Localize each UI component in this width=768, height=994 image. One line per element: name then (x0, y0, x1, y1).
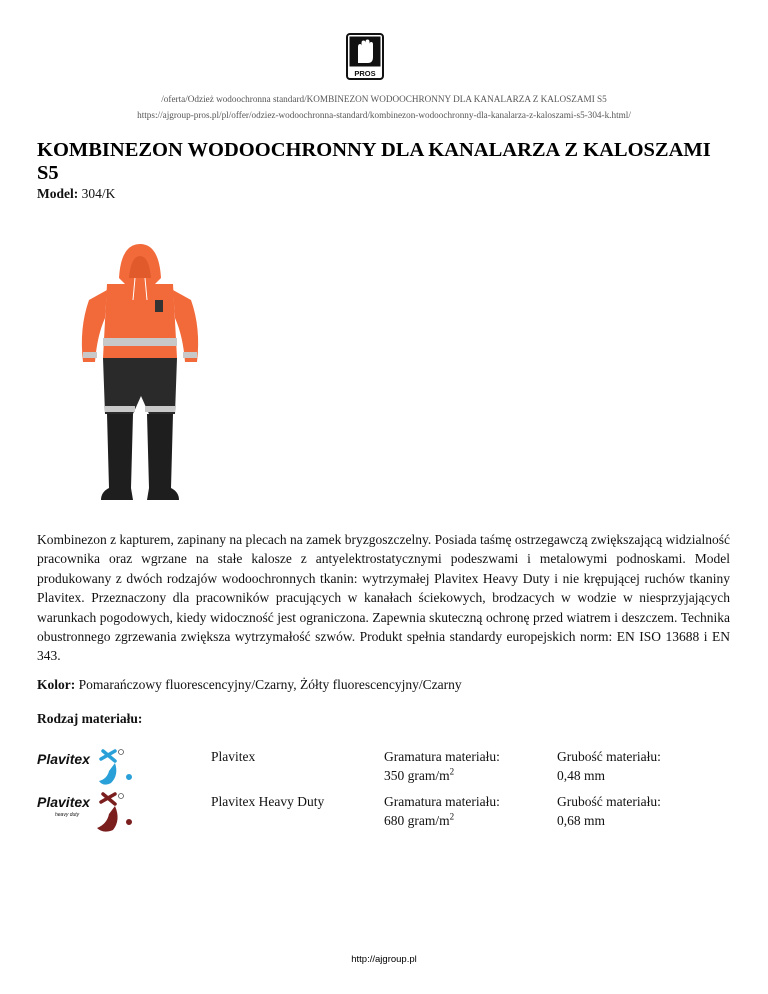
model-line (37, 186, 115, 202)
logo-text: PROS (354, 69, 376, 78)
grubosc-value: 0,48 mm (557, 768, 606, 783)
material-name: Plavitex (211, 749, 256, 764)
model-value: 304/K (81, 186, 116, 201)
gramatura-value: 680 gram/m (384, 813, 450, 828)
grubosc-cell (557, 747, 661, 785)
color-value: Pomarańczowy fluorescencyjny/Czarny, Żółty fluorescencyjny/Czarny (78, 677, 462, 692)
gramatura-label: Gramatura materiału: (384, 749, 500, 764)
grubosc-cell (557, 792, 661, 830)
materials-heading: Rodzaj materiału: (37, 711, 143, 726)
logo-wordmark: Plavitex (37, 794, 90, 810)
material-name: Plavitex Heavy Duty (211, 794, 325, 809)
material-row (37, 747, 737, 793)
gramatura-value-line (384, 766, 500, 785)
color-label: Kolor: (37, 677, 76, 692)
gramatura-cell (384, 792, 500, 830)
logo-subtitle: heavy duty (55, 812, 80, 818)
gramatura-label: Gramatura materiału: (384, 794, 500, 809)
plavitex-logo-icon (37, 747, 133, 791)
gramatura-cell (384, 747, 500, 785)
footer-link[interactable]: http://ajgroup.pl (351, 954, 417, 965)
color-line (37, 677, 462, 693)
logo-wordmark: Plavitex (37, 751, 90, 767)
page-url[interactable]: https://ajgroup-pros.pl/pl/offer/odziez-wodoochronna-standard/kombinezon-wodoochronny-dla-kanalarza-z-kaloszami-s5-304-k.html/ (137, 110, 631, 120)
breadcrumb[interactable]: /oferta/Odzież wodoochronna standard/KOMBINEZON WODOOCHRONNY DLA KANALARZA Z KALOSZAMI S5 (161, 94, 607, 104)
unit-superscript: 2 (449, 766, 455, 777)
grubosc-label: Grubość materiału: (557, 794, 661, 809)
model-label: Model: (37, 186, 79, 201)
gramatura-value: 350 gram/m (384, 768, 450, 783)
product-title: KOMBINEZON WODOOCHRONNY DLA KANALARZA Z KALOSZAMI S5 (37, 139, 711, 184)
gramatura-value-line (384, 811, 500, 830)
material-row (37, 792, 737, 838)
product-image (37, 238, 243, 508)
pros-logo (346, 33, 384, 80)
grubosc-value: 0,68 mm (557, 813, 606, 828)
plavitex-heavy-duty-logo-icon (37, 792, 133, 836)
unit-superscript: 2 (449, 811, 455, 822)
grubosc-label: Grubość materiału: (557, 749, 661, 764)
product-description: Kombinezon z kapturem, zapinany na plecach na zamek bryzgoszczelny. Posiada taśmę ostrzegawczą zwiększającą widzialność pracownika oraz wgrzane na stałe kalosze z antyelektrostatycznymi podeszwami i metalowymi podnoskami. Model produkowany z dwóch rodzajów wodoochronnych tkanin: wytrzymałej Plavitex Heavy Duty i nie krępującej ruchów tkaniny Plavitex. Przeznaczony dla pracowników pracujących w kanałach ściekowych, brodzacych w wodzie w niesprzyjających warunkach pogodowych, kiedy widoczność jest ograniczona. Zapewnia skuteczną ochronę przed wiatrem i deszczem. Technika obustronnego zgrzewania zwiększa wytrzymałość szwów. Produkt spełnia standardy europejskich norm: EN ISO 13688 i EN 343. (37, 532, 730, 664)
